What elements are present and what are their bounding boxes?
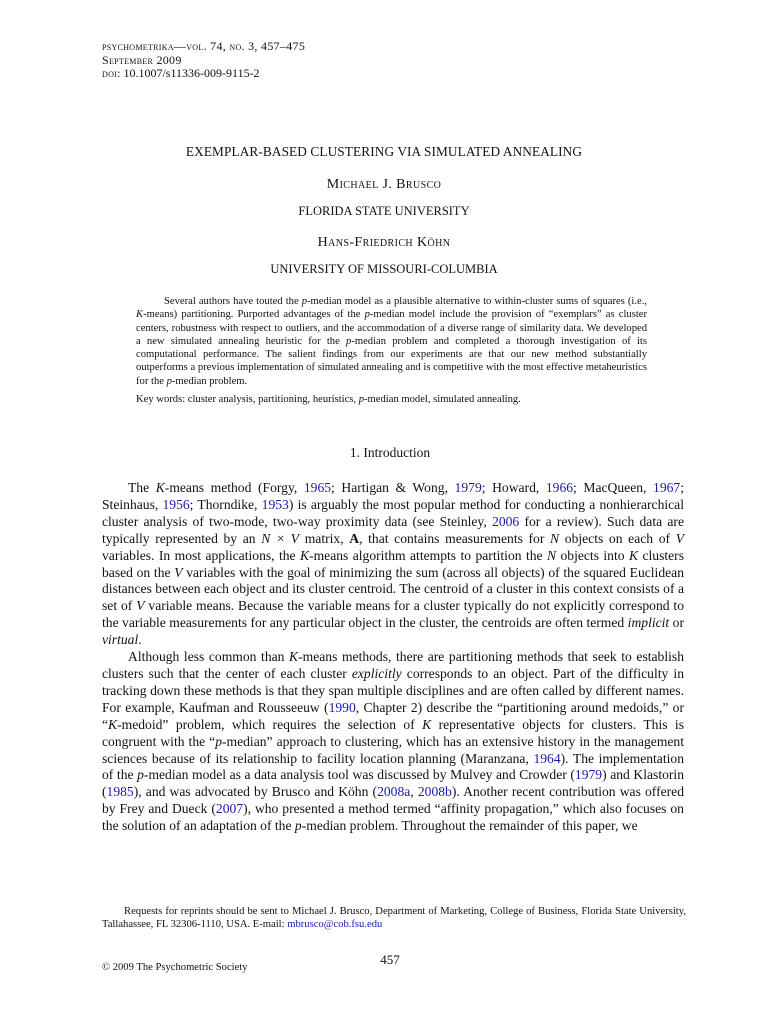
citation-link[interactable]: 1965	[303, 480, 332, 495]
keywords: Key words: cluster analysis, partitioning, heuristics, p-median model, simulated annealing.	[136, 394, 521, 405]
paper-title: EXEMPLAR-BASED CLUSTERING VIA SIMULATED ANNEALING	[185, 144, 583, 159]
author-affiliation: UNIVERSITY OF MISSOURI-COLUMBIA	[270, 262, 498, 276]
citation-link[interactable]: 1990	[328, 699, 356, 715]
paragraph: Although less common than K-means methods, there are partitioning methods that seek to establish clusters such that the center of each cluster explicitly corresponds to an object. Part of the difficulty in tracking down these methods is that they span multiple disciplines and are often called by different names. For example, Kaufman and Rousseeuw (1990, Chapter 2) describe the “partitioning around medoids,” or “K-medoid” problem, which requires the selection of K representative objects for clusters. This is congruent with the “p-median” approach to clustering, which has an extensive history in the management sciences because of its relationship to facility location planning (Maranzana, 1964). The implementation of the p-median model as a data analysis tool was discussed by Mulvey and Crowder (1979) and Klastorin (1985), and was advocated by Brusco and Köhn (2008a, 2008b). Another recent contribution was offered by Frey and Dueck (2007), who presented a method termed “affinity propagation,” which also focuses on the solution of an adaptation of the p-median problem. Throughout the remainder of this paper, we	[102, 649, 685, 834]
journal-header	[102, 40, 305, 81]
author-affiliation: FLORIDA STATE UNIVERSITY	[298, 204, 470, 218]
citation-link[interactable]: 1967	[653, 480, 681, 495]
citation-link[interactable]: 2008b	[417, 784, 452, 800]
keywords-label: Key words:	[136, 394, 186, 405]
footnote: Requests for reprints should be sent to Michael J. Brusco, Department of Marketing, College of Business, Florida State University, Tallahassee, FL 32306-1110, USA. E-mail: mbrusco@cob.fsu.edu	[102, 906, 686, 930]
citation-link[interactable]: 2007	[215, 801, 244, 817]
page-number: 457	[380, 952, 400, 967]
journal-doi: doi: 10.1007/s11336-009-9115-2	[102, 66, 260, 80]
citation-link[interactable]: 1953	[261, 496, 289, 512]
citation-link[interactable]: 1979	[454, 480, 482, 495]
citation-link[interactable]: 1956	[162, 496, 190, 512]
citation-link[interactable]: 2008a	[377, 784, 411, 800]
author-name: Hans-Friedrich Köhn	[317, 235, 451, 250]
email-link[interactable]: mbrusco@cob.fsu.edu	[287, 919, 383, 930]
abstract: Several authors have touted the p-median model as a plausible alternative to within-cluster sums of squares (i.e., K-means) partitioning. Purported advantages of the p-median model include the provision of “exemplars” as cluster centers, robustness with respect to outliers, and the accommodation of a diverse range of similarity data. We developed a new simulated annealing heuristic for the p-median problem and completed a thorough investigation of its computational performance. The salient findings from our experiments are that our new method substantially outperforms a previous implementation of simulated annealing and is competitive with the most effective metaheuristics for the p-median problem.	[136, 296, 647, 387]
journal-date: September 2009	[102, 52, 182, 67]
body-text	[102, 480, 684, 835]
citation-link[interactable]: 1966	[545, 480, 574, 495]
citation-link[interactable]: 1985	[106, 784, 134, 800]
citation-link[interactable]: 1964	[533, 750, 561, 766]
section-heading: 1. Introduction	[349, 445, 431, 460]
citation-link[interactable]: 2006	[492, 513, 520, 529]
author-name: Michael J. Brusco	[326, 177, 442, 192]
citation-link[interactable]: 1979	[574, 767, 603, 783]
copyright: © 2009 The Psychometric Society	[102, 962, 248, 973]
paragraph: The K-means method (Forgy, 1965; Hartigan & Wong, 1979; Howard, 1966; MacQueen, 1967; Steinhaus, 1956; Thorndike, 1953) is arguably the most popular method for conducting a nonhierarchical cluster analysis of two-mode, two-way proximity data (see Steinley, 2006 for a review). Such data are typically represented by an N × V matrix, A, that contains measurements for N objects on each of V variables. In most applications, the K-means algorithm attempts to partition the N objects into K clusters based on the V variables with the goal of minimizing the sum (across all objects) of the squared Euclidean distances between each object and its cluster centroid. The centroid of a cluster in this context consists of a set of V variable means. Because the variable means for a cluster typically do not explicitly correspond to the variable measurements for any particular object in the cluster, the centroids are often termed implicit or virtual.	[102, 480, 685, 648]
journal-citation: psychometrika—vol. 74, no. 3, 457–475	[102, 39, 306, 53]
